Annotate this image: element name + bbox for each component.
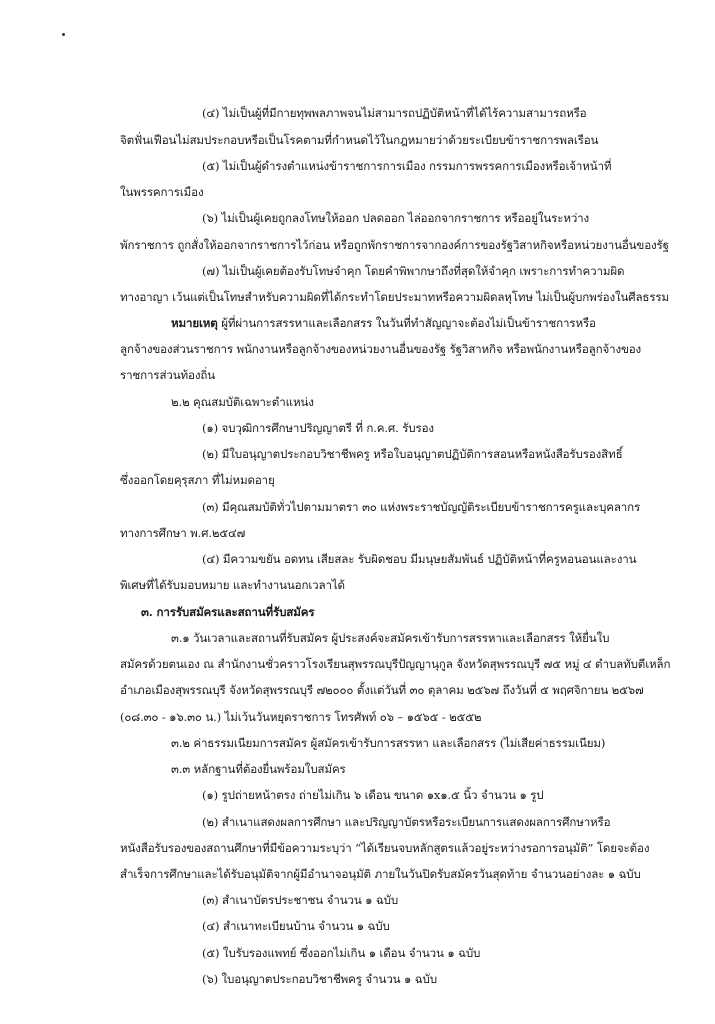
- app-3-1-line1: ๓.๑ วันเวลาและสถานที่รับสมัคร ผู้ประสงค์จะสมัครเข้ารับการสรรหาและเลือกสรร ให้ยื่นใบ: [171, 631, 610, 645]
- doc-4: (๔) สำเนาทะเบียนบ้าน จำนวน ๑ ฉบับ: [202, 919, 390, 933]
- section-2-2-heading: ๒.๒ คุณสมบัติเฉพาะตำแหน่ง: [171, 395, 314, 409]
- remark-text: ผู้ที่ผ่านการสรรหาและเลือกสรร ในวันที่ทำสัญญาจะต้องไม่เป็นข้าราชการหรือ: [217, 316, 596, 330]
- qual-6-line2: พักราชการ ถูกสั่งให้ออกจากราชการไว้ก่อน หรือถูกพักราชการจากองค์การของรัฐวิสาหกิจหรือหน่วยงานอื่นของรัฐ: [120, 238, 669, 252]
- app-3-1-line2: สมัครด้วยตนเอง ณ สำนักงานชั่วคราวโรงเรียนสุพรรณบุรีปัญญานุกูล จังหวัดสุพรรณบุรี ๗๕ หมู่ ๔ ตำบลทับตีเหล็ก: [120, 657, 671, 671]
- doc-6: (๖) ใบอนุญาตประกอบวิชาชีพครู จำนวน ๑ ฉบับ: [202, 972, 437, 986]
- doc-3: (๓) สำเนาบัตรประชาชน จำนวน ๑ ฉบับ: [202, 893, 399, 907]
- doc-2-line3: สำเร็จการศึกษาและได้รับอนุมัติจากผู้มีอำนาจอนุมัติ ภายในวันปิดรับสมัครวันสุดท้าย จำนวนอย่างละ ๑ ฉบับ: [120, 867, 641, 881]
- qual-7-line2: ทางอาญา เว้นแต่เป็นโทษสำหรับความผิดที่ได้กระทำโดยประมาทหรือความผิดลหุโทษ ไม่เป็นผู้บกพร่องในศีลธรรม: [120, 290, 669, 304]
- spec-2-line1: (๒) มีใบอนุญาตประกอบวิชาชีพครู หรือใบอนุญาตปฏิบัติการสอนหรือหนังสือรับรองสิทธิ์: [202, 447, 623, 461]
- app-3-1-line4: (๐๘.๓๐ - ๑๖.๓๐ น.) ไม่เว้นวันหยุดราชการ โทรศัพท์ ๐๖ – ๑๕๖๕ - ๒๕๕๒: [120, 710, 482, 724]
- spec-3-line2: ทางการศึกษา พ.ศ.๒๕๔๗: [120, 526, 246, 540]
- spec-4-line2: พิเศษที่ได้รับมอบหมาย และทำงานนอกเวลาได้: [120, 578, 345, 592]
- qual-7-line1: (๗) ไม่เป็นผู้เคยต้องรับโทษจำคุก โดยคำพิพากษาถึงที่สุดให้จำคุก เพราะการทำความผิด: [202, 264, 625, 278]
- qual-5-line2: ในพรรคการเมือง: [120, 185, 204, 199]
- scan-speck: [62, 33, 65, 36]
- spec-1: (๑) จบวุฒิการศึกษาปริญญาตรี ที่ ก.ค.ศ. รับรอง: [202, 421, 434, 435]
- spec-4-line1: (๔) มีความขยัน อดทน เสียสละ รับผิดชอบ มีมนุษยสัมพันธ์ ปฏิบัติหน้าที่ครูหอนอนและงาน: [202, 552, 637, 566]
- section-3-heading: ๓. การรับสมัครและสถานที่รับสมัคร: [141, 605, 315, 619]
- qual-4-line2: จิตฟั่นเฟือนไม่สมประกอบหรือเป็นโรคตามที่กำหนดไว้ในกฎหมายว่าด้วยระเบียบข้าราชการพลเรือน: [120, 133, 599, 147]
- doc-2-line2: หนังสือรับรองของสถานศึกษาที่มีข้อความระบุว่า “ได้เรียนจบหลักสูตรแล้วอยู่ระหว่างรอการอนุมัติ” โดยจะต้อง: [120, 841, 650, 855]
- doc-2-line1: (๒) สำเนาแสดงผลการศึกษา และปริญญาบัตรหรือระเบียนการแสดงผลการศึกษาหรือ: [202, 815, 611, 829]
- app-3-3-heading: ๓.๓ หลักฐานที่ต้องยื่นพร้อมใบสมัคร: [171, 762, 346, 776]
- qual-5-line1: (๕) ไม่เป็นผู้ดำรงตำแหน่งข้าราชการการเมือง กรรมการพรรคการเมืองหรือเจ้าหน้าที่: [202, 159, 612, 173]
- remark-line2: ลูกจ้างของส่วนราชการ พนักงานหรือลูกจ้างของหน่วยงานอื่นของรัฐ รัฐวิสาหกิจ หรือพนักงานหรือลูกจ้างของ: [120, 342, 642, 356]
- spec-3-line1: (๓) มีคุณสมบัติทั่วไปตามมาตรา ๓๐ แห่งพระราชบัญญัติระเบียบข้าราชการครูและบุคลากร: [202, 500, 641, 514]
- doc-1: (๑) รูปถ่ายหน้าตรง ถ่ายไม่เกิน ๖ เดือน ขนาด ๑x๑.๕ นิ้ว จำนวน ๑ รูป: [202, 788, 544, 802]
- remark-line1: [171, 316, 596, 331]
- remark-label: หมายเหตุ: [171, 316, 218, 330]
- qual-4-line1: (๔) ไม่เป็นผู้ที่มีกายทุพพลภาพจนไม่สามารถปฏิบัติหน้าที่ได้ไร้ความสามารถหรือ: [202, 106, 587, 120]
- spec-2-line2: ซึ่งออกโดยคุรุสภา ที่ไม่หมดอายุ: [120, 473, 275, 487]
- app-3-2: ๓.๒ ค่าธรรมเนียมการสมัคร ผู้สมัครเข้ารับการสรรหา และเลือกสรร (ไม่เสียค่าธรรมเนียม): [171, 736, 606, 750]
- app-3-1-line3: อำเภอเมืองสุพรรณบุรี จังหวัดสุพรรณบุรี ๗๒๐๐๐ ตั้งแต่วันที่ ๓๐ ตุลาคม ๒๕๖๗ ถึงวันที่ ๕ พฤศจิกายน ๒๕๖๗: [120, 683, 644, 697]
- qual-6-line1: (๖) ไม่เป็นผู้เคยถูกลงโทษให้ออก ปลดออก ไล่ออกจากราชการ หรืออยู่ในระหว่าง: [202, 211, 590, 225]
- doc-5: (๕) ใบรับรองแพทย์ ซึ่งออกไม่เกิน ๑ เดือน จำนวน ๑ ฉบับ: [202, 946, 481, 960]
- remark-line3: ราชการส่วนท้องถิ่น: [120, 368, 215, 382]
